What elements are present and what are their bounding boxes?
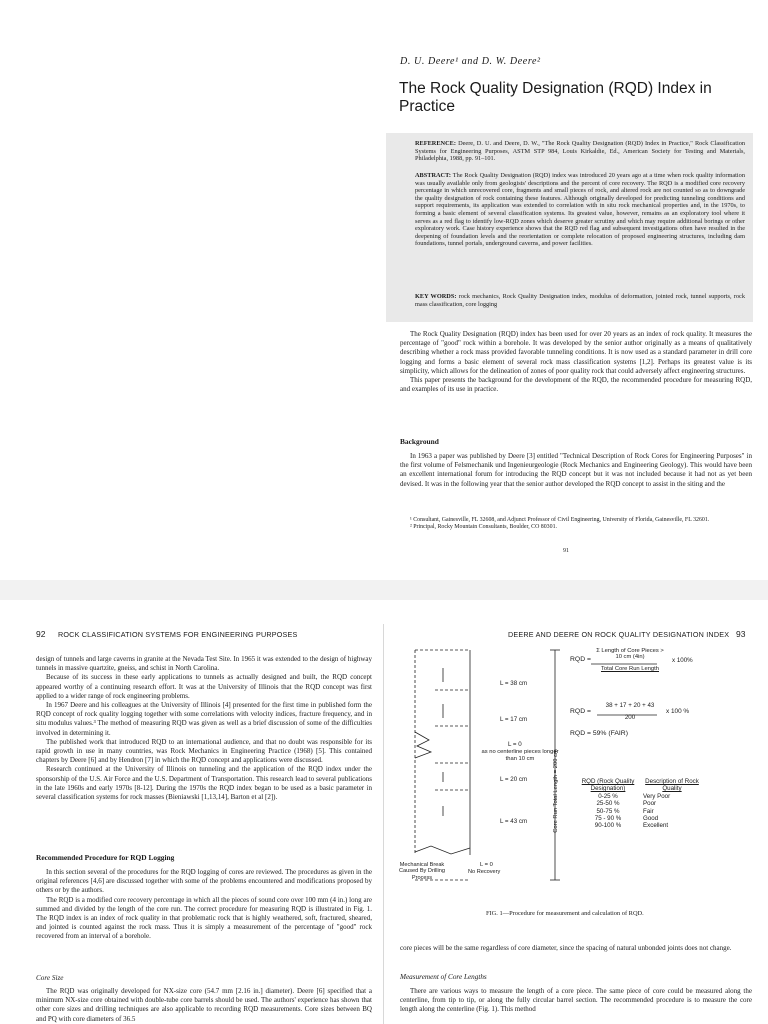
- table-cell-desc: Fair: [643, 807, 654, 815]
- piece-label-2: L = 17 cm: [500, 716, 528, 723]
- rqd-quality-table: [576, 778, 704, 830]
- total-length-label: Core Run Total Length = 200 cm: [553, 749, 559, 833]
- reference-text: Deere, D. U. and Deere, D. W., "The Rock Quality Designation (RQD) Index in Practice," Rock Classification Systems for Engineering Purposes, ASTM STP 984, Louis Kirkaldie, Ed., American Society for Testing and Materials, Philadelphia, 1988, pp. 91–101.: [415, 140, 745, 163]
- page-number-91: 91: [563, 548, 569, 554]
- left-running-head: ROCK CLASSIFICATION SYSTEMS FOR ENGINEERING PURPOSES: [58, 630, 298, 639]
- no-centerline-note: as no centerline pieces longer than 10 cm: [481, 749, 559, 762]
- mechanical-break: [415, 846, 470, 854]
- page-number-92: 92: [36, 629, 46, 639]
- core-size-heading: Core Size: [36, 974, 64, 982]
- table-cell-range: 50-75 %: [596, 807, 620, 815]
- formula-rqd: RQD =: [570, 656, 591, 663]
- gutter-line: [383, 624, 384, 1024]
- piece-label-5: L = 43 cm: [500, 818, 528, 825]
- table-header-rqd: RQD (Rock Quality Designation): [581, 778, 635, 793]
- table-cell-desc: Poor: [643, 800, 657, 808]
- reference-block: [415, 140, 745, 163]
- table-row: [576, 822, 704, 829]
- piece-label-3: L = 0: [508, 741, 522, 748]
- formula-denominator: Total Core Run Length: [600, 666, 659, 672]
- no-recovery-note: No Recovery: [468, 869, 501, 875]
- background-paragraph-1: In 1963 a paper was published by Deere [3] entitled "Technical Description of Rock Cores for Engineering Purposes" in the first volume of Felsmechanik und Ingenieurgeologie (Rock Mechanics and Engineering Geology). This would have been an excellent international forum for introducing the RQD concept but it was not included because it had not as yet been devised. It was in the following year that the senior author developed the RQD concept to assist in the siting and the: [400, 452, 752, 488]
- authors: D. U. Deere¹ and D. W. Deere²: [400, 56, 541, 67]
- procedure-paragraph-1: In this section several of the procedures for the RQD logging of cores are reviewed. The procedures as given in the original references [4,6] are discussed together with some of the problems encountered and modifications proposed by others or by the authors.: [36, 868, 372, 895]
- table-header-desc: Description of Rock Quality: [645, 778, 699, 793]
- table-cell-range: 0-25 %: [598, 792, 618, 800]
- keywords-label: KEY WORDS:: [415, 293, 457, 300]
- footnote-2: ² Principal, Rocky Mountain Consultants, Boulder, CO 80301.: [410, 524, 557, 530]
- right-paragraph-1: core pieces will be the same regardless of core diameter, since the spacing of natural unbonded joints does not change.: [400, 944, 732, 952]
- intro-paragraph-2: This paper presents the background for the development of the RQD, the recommended procedure for measuring RQD, and examples of its use in practice.: [400, 376, 752, 394]
- right-column-text: [400, 944, 752, 953]
- formula-numerator: Σ Length of Core Pieces > 10 cm (4in): [596, 648, 664, 661]
- footnote-1: ¹ Consultant, Gainesville, FL 32608, and Adjunct Professor of Civil Engineering, University of Florida, Gainesville, FL 32601.: [410, 517, 710, 523]
- left-paragraph-3: In 1967 Deere and his colleagues at the University of Illinois [4] presented for the first time in published form the RQD concept of rock quality logging together with some correlations with velocity indices, fracture frequency, and in situ modulus values.³ The method of measuring RQD was given as well as a brief discussion of some of the difficulties involved in determining it.: [36, 701, 372, 737]
- table-cell-range: 25-50 %: [596, 800, 620, 808]
- core-length-section: [400, 987, 752, 1015]
- table-cell-range: 75 - 90 %: [594, 815, 622, 823]
- procedure-heading: Recommended Procedure for RQD Logging: [36, 853, 175, 862]
- keywords-block: [415, 293, 745, 308]
- mechanical-break-note: Mechanical Break Caused By Drilling Process: [398, 862, 445, 881]
- fractured-zone: [415, 732, 431, 758]
- no-recovery-label: L = 0: [480, 862, 493, 868]
- page-gap: [0, 580, 768, 600]
- page-number-93: 93: [736, 629, 746, 639]
- table-cell-desc: Very Poor: [643, 792, 671, 800]
- abstract-label: ABSTRACT:: [415, 172, 451, 179]
- table-row: [576, 793, 704, 800]
- table-row: [576, 815, 704, 822]
- core-size-section: [36, 987, 372, 1024]
- calc-denominator: 200: [624, 714, 636, 721]
- intro-paragraph-1: The Rock Quality Designation (RQD) index has been used for over 20 years as an index of rock quality. It measures the percentage of "good" rock within a borehole. It was developed by the senior author originally as a means of qualitatively describing whether a rock mass provided favorable tunneling conditions. It is now used as a standard parameter in drill core logging and forms a basic element of several rock mass classification systems [1,2]. Perhaps its greatest value is its simplicity, which allows for the delineation of zones of poor quality rock that could adversely affect engineering structures.: [400, 330, 752, 375]
- figure-caption: FIG. 1—Procedure for measurement and calculation of RQD.: [486, 910, 644, 917]
- left-column-text: [36, 655, 372, 802]
- procedure-paragraph-2: The RQD is a modified core recovery percentage in which all the pieces of sound core over 100 mm (4 in.) long are summed and divided by the length of the core run. The correct procedure for measuring RQD is illustrated in Fig. 1. The RQD index is an index of rock quality in that problematic rock that is highly weathered, soft, fractured, sheared, and jointed is counted against the rock mass. Thus it is simply a measurement of the percentage of "good" rock recovered from an interval of a borehole.: [36, 895, 372, 941]
- footnotes: [400, 517, 752, 531]
- reference-label: REFERENCE:: [415, 140, 456, 147]
- abstract-block: [415, 172, 745, 248]
- core-size-paragraph-1: The RQD was originally developed for NX-size core (54.7 mm [2.16 in.] diameter). Deere [6] specified that a minimum NX-size core obtained with double-tube core barrels should be used. The authors' experience has shown that other core sizes and drilling techniques are also applicable to recording RQD measurements. Core sizes between BQ and PQ with core diameters of 36.5: [36, 987, 372, 1023]
- table-cell-desc: Excellent: [643, 822, 669, 830]
- left-paragraph-4: The published work that introduced RQD to an international audience, and that no doubt was responsible for its rapid growth in use in many countries, was Rock Mechanics in Engineering Practice (1968) [5]. This contained chapters by Deere [6] and by Hendron [7] in which the RQD concept and applications were discussed.: [36, 737, 372, 765]
- left-paragraph-2: Because of its success in these early applications to tunnels as actually designed and built, the RQD concept appeared worthy of a continuing research effort. It was at the University of Illinois that the RQD concept was first applied to a wider range of rock engineering problems.: [36, 673, 372, 700]
- procedure-section: [36, 868, 372, 942]
- right-running-head: DEERE AND DEERE ON ROCK QUALITY DESIGNATION INDEX: [508, 630, 730, 639]
- left-paragraph-1: design of tunnels and large caverns in granite at the Nevada Test Site. In 1965 it was extended to the design of highway tunnels in massive quartzite, gneiss, and schist in North Carolina.: [36, 655, 372, 673]
- paper-title: The Rock Quality Designation (RQD) Index in Practice: [399, 80, 712, 115]
- intro-section: [400, 330, 752, 394]
- piece-label-4: L = 20 cm: [500, 776, 528, 783]
- background-heading: Background: [400, 437, 439, 446]
- table-cell-desc: Good: [643, 815, 659, 823]
- calc-lhs: RQD =: [570, 708, 591, 715]
- keywords-text: rock mechanics, Rock Quality Designation index, modulus of deformation, jointed rock, tunnel supports, rock mass classification, core logging: [415, 293, 745, 308]
- abstract-text: The Rock Quality Designation (RQD) index was introduced 20 years ago at a time when rock quality information was usually available only from geologists' descriptions and the percent of core recovery. The RQD is a modified core recovery percentage in which unrecovered core, fragments and small pieces of rock, and altered rock are not counted so as to downgrade the quality designation of rock containing these features. Although originally developed for predicting tunneling conditions and support requirements, its application was extended to correlation with in situ rock mechanical properties and, in the 1970s, to forming a basic element of several classification systems. Its greatest value, however, remains as an exploratory tool where it serves as a red flag to identify low-RQD zones which deserve greater scrutiny and which may require additional borings or other exploratory work. Case history experience shows that the RQD red flag and subsequent investigations often have resulted in the deepening of foundation levels and the reorientation or complete relocation of proposed engineering structures, including dam foundations, tunnel portals, underground caverns, and power facilities.: [415, 172, 745, 248]
- formula-times: x 100%: [672, 657, 693, 664]
- calc-numerator: 38 + 17 + 20 + 43: [605, 702, 655, 709]
- page-spread-92-93: [0, 600, 768, 1024]
- calc-result: RQD = 59% (FAIR): [570, 730, 628, 737]
- background-section: [400, 452, 752, 489]
- piece-label-1: L = 38 cm: [500, 680, 528, 687]
- left-paragraph-5: Research continued at the University of Illinois on tunneling and the application of the RQD index under the sponsorship of the U.S. Air Force and the U.S. Department of Transportation. This research lead to several publications in the late 1960s and early 1970s [8-12]. During the 1970s the RQD index began to be used as a basic parameter in several classification systems for rock masses (Bieniawski [1,13,14], Barton et al [2]).: [36, 765, 372, 802]
- core-length-heading: Measurement of Core Lengths: [400, 973, 487, 981]
- table-row: [576, 808, 704, 815]
- table-cell-range: 90-100 %: [594, 822, 622, 830]
- calc-times: x 100 %: [666, 708, 690, 715]
- table-row: [576, 800, 704, 807]
- rqd-figure: [395, 640, 760, 910]
- core-length-paragraph-1: There are various ways to measure the length of a core piece. The same piece of core could be measured along the centerline, from tip to tip, or along the fully circular barrel section. The recommended procedure is to measure the core length along the centerline (Fig. 1). This method: [400, 987, 752, 1014]
